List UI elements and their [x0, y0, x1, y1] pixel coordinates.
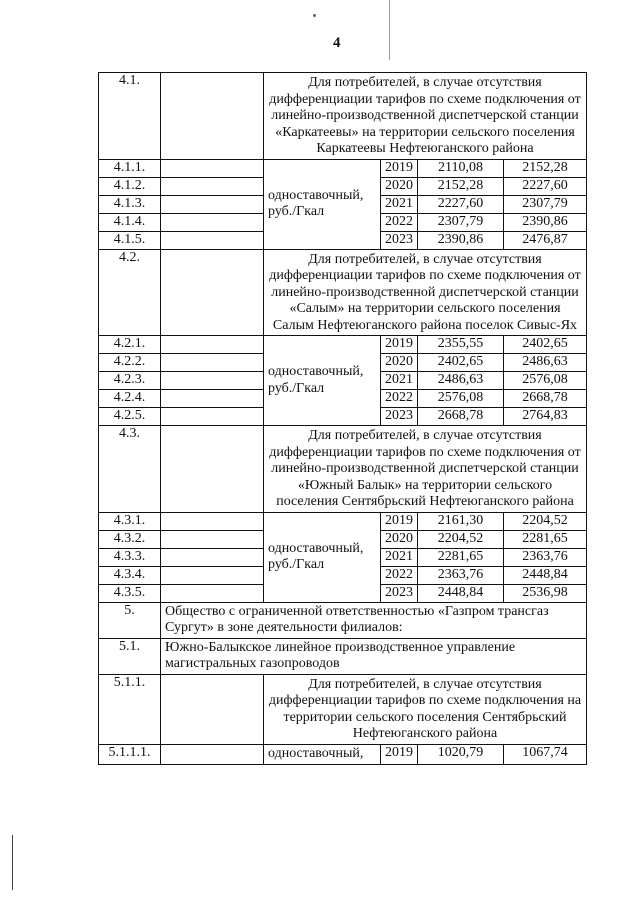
row-number: 4.2.4.: [99, 390, 161, 408]
year-cell: 2020: [381, 354, 418, 372]
tariff-value-first-half: 2486,63: [418, 372, 504, 390]
tariff-row: [99, 336, 587, 354]
empty-cell: [161, 159, 264, 177]
tariff-value-first-half: 2402,65: [418, 354, 504, 372]
branch-number: 5.1.: [99, 638, 161, 674]
tariff-value-first-half: 2576,08: [418, 390, 504, 408]
branch-row: [99, 638, 587, 674]
year-cell: 2023: [381, 408, 418, 426]
tariff-value-first-half: 2227,60: [418, 195, 504, 213]
year-cell: 2019: [381, 512, 418, 530]
empty-cell: [161, 73, 264, 160]
row-number: 4.1.3.: [99, 195, 161, 213]
tariff-value-first-half: 2355,55: [418, 336, 504, 354]
year-cell: 2020: [381, 530, 418, 548]
row-number: 4.2.1.: [99, 336, 161, 354]
year-cell: 2019: [381, 336, 418, 354]
section-header-row: [99, 249, 587, 336]
tariff-value-second-half: 2152,28: [504, 159, 587, 177]
section-header-row: [99, 73, 587, 160]
section-description: Для потребителей, в случае отсутствия дифференциации тарифов по схеме подключения от линейно-производственной диспетчерской станции «Салым» на территории сельского поселения Салым Нефтеюганского района поселок Сивыс-Ях: [264, 249, 587, 336]
empty-cell: [161, 390, 264, 408]
unit-line-1: одноставочный,: [268, 540, 364, 556]
org-number: 5.: [99, 602, 161, 638]
section-number: 4.1.: [99, 73, 161, 160]
empty-cell: [161, 195, 264, 213]
scan-line: [389, 0, 390, 60]
tariff-value-first-half: 2204,52: [418, 530, 504, 548]
unit-line-1: одноставочный,: [268, 187, 364, 203]
tariff-value-first-half: 2448,84: [418, 584, 504, 602]
tariff-row: [99, 744, 587, 764]
row-number: 4.3.2.: [99, 530, 161, 548]
section-number: 4.3.: [99, 426, 161, 513]
row-number: 4.2.5.: [99, 408, 161, 426]
tariff-value-second-half: 2227,60: [504, 177, 587, 195]
unit-line-1: одноставочный,: [268, 364, 364, 379]
tariff-table: [98, 72, 587, 765]
year-cell: 2019: [381, 744, 418, 764]
tariff-value-second-half: 2576,08: [504, 372, 587, 390]
branch-name: Южно-Балыкское линейное производственное управление магистральных газопроводов: [161, 638, 587, 674]
tariff-table-body: [99, 73, 587, 765]
tariff-value-first-half: 2363,76: [418, 566, 504, 584]
empty-cell: [161, 231, 264, 249]
empty-cell: [161, 548, 264, 566]
section-number: 4.2.: [99, 249, 161, 336]
org-row: [99, 602, 587, 638]
tariff-value-second-half: 2281,65: [504, 530, 587, 548]
tariff-unit: [264, 336, 381, 426]
empty-cell: [161, 372, 264, 390]
empty-cell: [161, 584, 264, 602]
tariff-value-second-half: 2363,76: [504, 548, 587, 566]
year-cell: 2021: [381, 372, 418, 390]
empty-cell: [161, 336, 264, 354]
row-number: 4.3.4.: [99, 566, 161, 584]
empty-cell: [161, 674, 264, 744]
year-cell: 2022: [381, 566, 418, 584]
scan-speck: [313, 14, 316, 17]
tariff-value-second-half: 2476,87: [504, 231, 587, 249]
empty-cell: [161, 744, 264, 764]
row-number: 4.2.2.: [99, 354, 161, 372]
section-description: Для потребителей, в случае отсутствия дифференциации тарифов по схеме подключения от линейно-производственной диспетчерской станции «Южный Балык» на территории сельского поселения Сентябрьский Нефтеюганского района: [264, 426, 587, 513]
year-cell: 2022: [381, 213, 418, 231]
row-number: 4.3.3.: [99, 548, 161, 566]
scan-edge-line: [12, 835, 13, 890]
tariff-value-first-half: 2110,08: [418, 159, 504, 177]
tariff-value-first-half: 2161,30: [418, 512, 504, 530]
tariff-unit: [264, 159, 381, 249]
tariff-value-second-half: 2536,98: [504, 584, 587, 602]
empty-cell: [161, 426, 264, 513]
tariff-value-second-half: 1067,74: [504, 744, 587, 764]
empty-cell: [161, 512, 264, 530]
section-header-row: [99, 426, 587, 513]
empty-cell: [161, 213, 264, 231]
tariff-value-second-half: 2448,84: [504, 566, 587, 584]
subsection-number: 5.1.1.: [99, 674, 161, 744]
subsection-header-row: [99, 674, 587, 744]
year-cell: 2023: [381, 584, 418, 602]
tariff-value-second-half: 2486,63: [504, 354, 587, 372]
empty-cell: [161, 177, 264, 195]
year-cell: 2020: [381, 177, 418, 195]
page-number: 4: [333, 35, 341, 51]
tariff-value-first-half: 1020,79: [418, 744, 504, 764]
tariff-row: [99, 512, 587, 530]
subsection-description: Для потребителей, в случае отсутствия дифференциации тарифов по схеме подключения на территории сельского поселения Сентябрьский Нефтеюганского района: [264, 674, 587, 744]
tariff-value-second-half: 2668,78: [504, 390, 587, 408]
tariff-value-first-half: 2668,78: [418, 408, 504, 426]
empty-cell: [161, 408, 264, 426]
year-cell: 2023: [381, 231, 418, 249]
row-number: 4.1.4.: [99, 213, 161, 231]
tariff-value-second-half: 2402,65: [504, 336, 587, 354]
tariff-unit: одноставочный,: [264, 744, 381, 764]
org-name: Общество с ограниченной ответственностью «Газпром трансгаз Сургут» в зоне деятельности филиалов:: [161, 602, 587, 638]
row-number: 4.3.1.: [99, 512, 161, 530]
tariff-unit: [264, 512, 381, 602]
row-number: 4.2.3.: [99, 372, 161, 390]
tariff-value-second-half: 2204,52: [504, 512, 587, 530]
tariff-value-first-half: 2152,28: [418, 177, 504, 195]
unit-line-2: руб./Гкал: [268, 380, 325, 396]
tariff-value-first-half: 2307,79: [418, 213, 504, 231]
tariff-row: [99, 159, 587, 177]
year-cell: 2021: [381, 548, 418, 566]
empty-cell: [161, 566, 264, 584]
row-number: 4.1.5.: [99, 231, 161, 249]
row-number: 4.3.5.: [99, 584, 161, 602]
tariff-value-second-half: 2390,86: [504, 213, 587, 231]
tariff-value-first-half: 2281,65: [418, 548, 504, 566]
year-cell: 2019: [381, 159, 418, 177]
row-number: 4.1.1.: [99, 159, 161, 177]
year-cell: 2022: [381, 390, 418, 408]
unit-line-2: руб./Гкал: [268, 204, 325, 219]
row-number: 4.1.2.: [99, 177, 161, 195]
year-cell: 2021: [381, 195, 418, 213]
row-number: 5.1.1.1.: [99, 744, 161, 764]
tariff-value-first-half: 2390,86: [418, 231, 504, 249]
unit-line-2: руб./Гкал: [268, 557, 325, 572]
empty-cell: [161, 354, 264, 372]
section-description: Для потребителей, в случае отсутствия дифференциации тарифов по схеме подключения от линейно-производственной диспетчерской станции «Каркатеевы» на территории сельского поселения Каркатеевы Нефтеюганского района: [264, 73, 587, 160]
tariff-value-second-half: 2307,79: [504, 195, 587, 213]
empty-cell: [161, 249, 264, 336]
tariff-value-second-half: 2764,83: [504, 408, 587, 426]
empty-cell: [161, 530, 264, 548]
